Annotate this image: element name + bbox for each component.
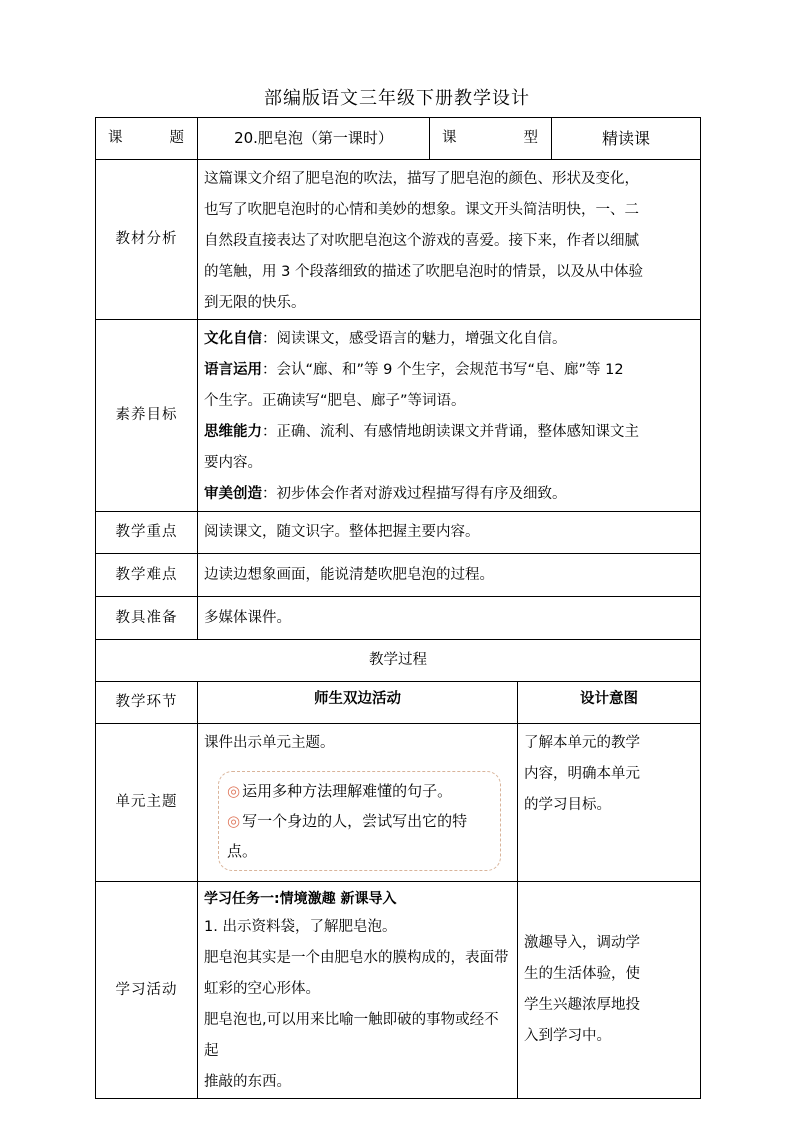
- lesson-label: 课 题: [96, 118, 198, 160]
- type-value: 精读课: [552, 118, 701, 160]
- col-intent-header: 设计意图: [518, 682, 701, 724]
- intent-line: 了解本单元的教学: [524, 735, 640, 751]
- goal-item: [204, 479, 694, 510]
- analysis-label: 教材分析: [96, 160, 198, 320]
- goal-text: ：正确、流利、有感情地朗读课文并背诵，整体感知课文主: [262, 424, 639, 440]
- materials-label: 教具准备: [96, 597, 198, 640]
- analysis-line: 这篇课文介绍了肥皂泡的吹法，描写了肥皂泡的颜色、形状及变化，: [204, 171, 639, 187]
- table-row: [96, 554, 701, 597]
- difficulties-value: 边读边想象画面，能说清楚吹肥皂泡的过程。: [198, 554, 701, 597]
- analysis-content: [198, 160, 701, 320]
- table-row: [96, 118, 701, 160]
- goal-head: 文化自信: [204, 331, 262, 347]
- analysis-line: 也写了吹肥皂泡时的心情和美妙的想象。课文开头简洁明快，一、二: [204, 202, 639, 218]
- intent-line: 的学习目标。: [524, 797, 611, 813]
- bullet-text: 写一个身边的人，尝试写出它的特点。: [227, 812, 468, 860]
- goal-text-cont: 要内容。: [204, 455, 262, 471]
- intent-line: 激趣导入，调动学: [524, 935, 640, 951]
- goal-text: ：阅读课文，感受语言的魅力，增强文化自信。: [262, 331, 567, 347]
- table-row: [96, 320, 701, 512]
- goal-item: [204, 417, 694, 448]
- activity-line: 推敲的东西。: [204, 1074, 291, 1090]
- goal-head: 审美创造: [204, 486, 262, 502]
- activity-line: 虹彩的空心形体。: [204, 981, 320, 997]
- table-row: [96, 724, 701, 882]
- learning-label: 学习活动: [96, 882, 198, 1099]
- intent-line: 学生兴趣浓厚地投: [524, 997, 640, 1013]
- document-title: 部编版语文三年级下册教学设计: [264, 88, 530, 109]
- goal-text: ：会认“廊、和”等 9 个生字，会规范书写“皂、廊”等 12: [262, 362, 624, 378]
- table-row: [96, 882, 701, 1099]
- difficulties-label: 教学难点: [96, 554, 198, 597]
- activity-line: 肥皂泡也,可以用来比喻一触即破的事物或经不起: [204, 1012, 499, 1059]
- goal-head: 思维能力: [204, 424, 262, 440]
- col-stage-header: 教学环节: [96, 682, 198, 724]
- unit-theme-label: 单元主题: [96, 724, 198, 882]
- unit-theme-activity: [198, 724, 518, 882]
- learning-activity: [198, 882, 518, 1099]
- analysis-line: 到无限的快乐。: [204, 295, 306, 311]
- unit-theme-bullet: [227, 776, 492, 806]
- intent-line: 生的生活体验，使: [524, 966, 640, 982]
- goal-item: [204, 355, 694, 386]
- col-activity-header: 师生双边活动: [198, 682, 518, 724]
- unit-theme-bullet: [227, 806, 492, 866]
- unit-theme-intro: 课件出示单元主题。: [204, 735, 335, 751]
- table-row: [96, 160, 701, 320]
- goal-item: [204, 324, 694, 355]
- bullet-icon: ◎: [227, 812, 241, 830]
- lesson-value: 20.肥皂泡（第一课时）: [198, 118, 430, 160]
- key-points-label: 教学重点: [96, 512, 198, 554]
- intent-line: 入到学习中。: [524, 1028, 611, 1044]
- unit-theme-intent: [518, 724, 701, 882]
- process-title: 教学过程: [96, 640, 701, 682]
- table-row: [96, 640, 701, 682]
- type-label: 课 型: [430, 118, 552, 160]
- lesson-plan-table: [95, 117, 701, 1099]
- bullet-text: 运用多种方法理解难懂的句子。: [242, 782, 453, 800]
- intent-line: 内容，明确本单元: [524, 766, 640, 782]
- bullet-icon: ◎: [227, 782, 241, 800]
- table-row: [96, 597, 701, 640]
- analysis-line: 的笔触，用 3 个段落细致的描述了吹肥皂泡时的情景，以及从中体验: [204, 264, 643, 280]
- key-points-value: 阅读课文，随文识字。整体把握主要内容。: [198, 512, 701, 554]
- learning-intent: [518, 882, 701, 1099]
- unit-theme-box: [218, 771, 501, 871]
- materials-value: 多媒体课件。: [198, 597, 701, 640]
- activity-line: 肥皂泡其实是一个由肥皂水的膜构成的，表面带: [204, 950, 509, 966]
- task-title: 学习任务一:情境激趣 新课导入: [204, 891, 397, 907]
- goals-label: 素养目标: [96, 320, 198, 512]
- goals-content: [198, 320, 701, 512]
- goal-head: 语言运用: [204, 362, 262, 378]
- analysis-line: 自然段直接表达了对吹肥皂泡这个游戏的喜爱。接下来，作者以细腻: [204, 233, 639, 249]
- goal-text-cont: 个生字。正确读写“肥皂、廊子”等词语。: [204, 393, 466, 409]
- goal-text: ：初步体会作者对游戏过程描写得有序及细致。: [262, 486, 567, 502]
- table-row: [96, 682, 701, 724]
- table-row: [96, 512, 701, 554]
- activity-line: 1. 出示资料袋，了解肥皂泡。: [204, 919, 397, 935]
